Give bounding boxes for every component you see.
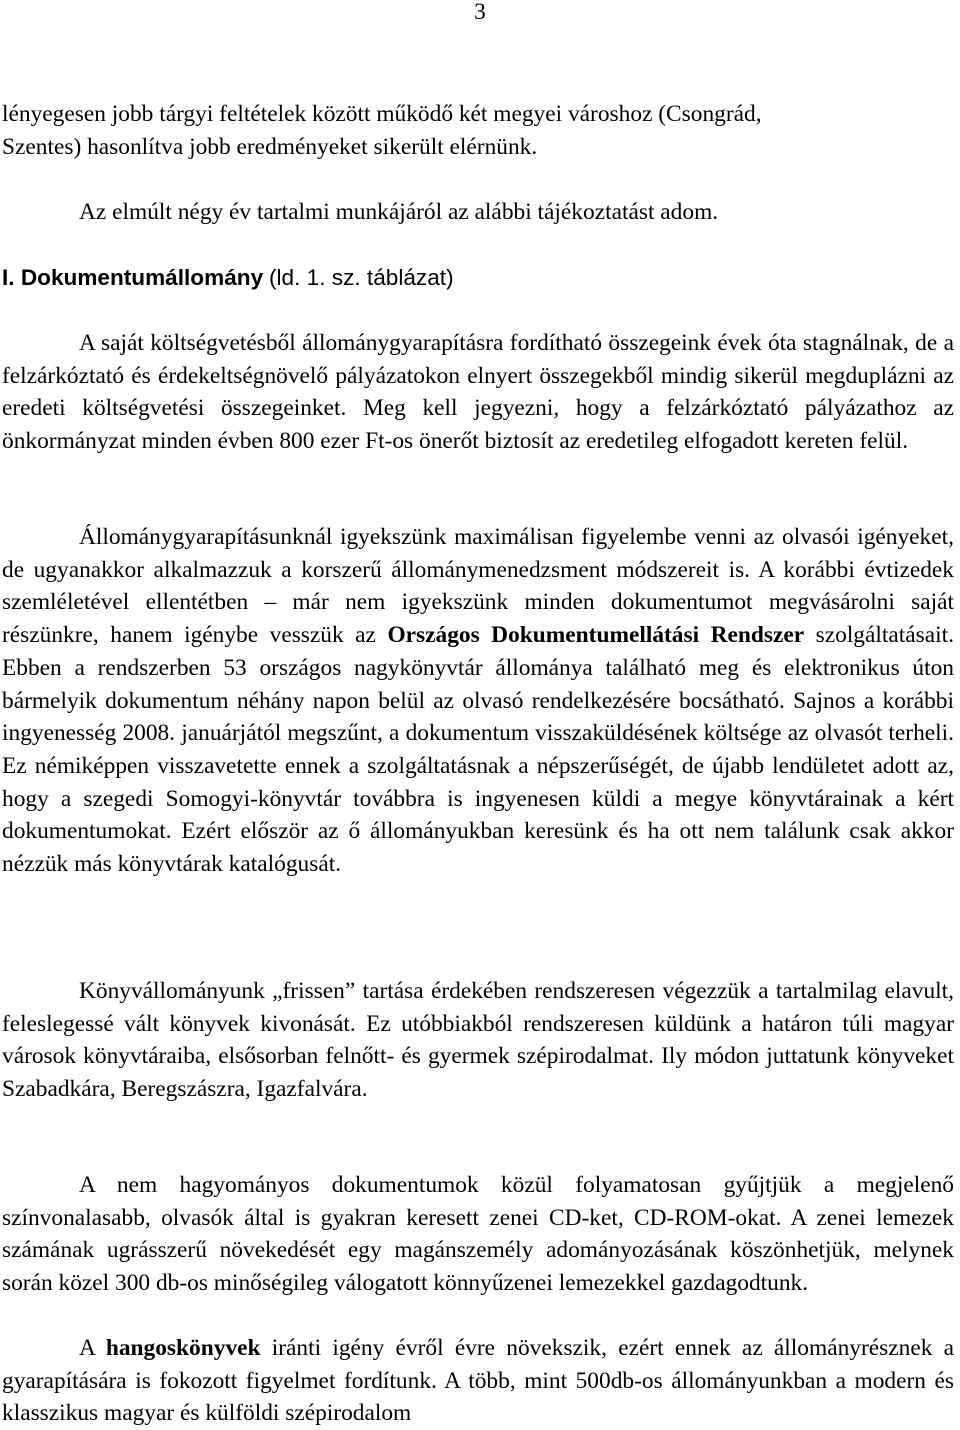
intro-statement	[2, 196, 954, 229]
paragraph-acquisition-part-a: Állománygyarapításunknál igyekszünk maximálisan figyelembe venni az olvasói igényeket, de ugyanakkor alkalmazzuk a korszerű állománymenedzsment módszereit is. A korábbi évtizedek szemléletével ellentétben – már nem igyekszünk minden dokumentumot megvásárolni saját részünkre, hanem igénybe vesszük az	[2, 524, 954, 649]
page-number: 3	[474, 0, 486, 25]
paragraph-audiobooks-part-a: A	[79, 1335, 106, 1361]
section-title: I. Dokumentumállomány	[2, 265, 264, 290]
paragraph-acquisition	[2, 521, 954, 881]
section-heading	[2, 262, 954, 295]
paragraph-weeding-text: Könyvállományunk „frissen” tartása érdekében rendszeresen végezzük a tartalmilag elavult, feleslegessé vált könyvek kivonását. Ez utóbbiakból rendszeresen küldünk a határon túli magyar városok könyvtáraiba, elsősorban felnőtt- és gyermek szépirodalmat. Ily módon juttatunk könyveket Szabadkára, Beregszászra, Igazfalvára.	[2, 978, 954, 1103]
paragraph-audiobooks-part-b: iránti igény évről évre növekszik, ezért ennek az állományrésznek a gyarapítására is fokozott figyelmet fordítunk. A több, mint 500db-os állományunkban a modern és klasszikus magyar és külföldi szépirodalom	[2, 1335, 954, 1427]
paragraph-nonbook-text: A nem hagyományos dokumentumok közül folyamatosan gyűjtjük a megjelenő színvonalasabb, olvasók által is gyakran keresett zenei CD-ket, CD-ROM-okat. A zenei lemezek számának ugrásszerű növekedését egy magánszemély adományozásának köszönhetjük, melynek során közel 300 db-os minőségileg válogatott könnyűzenei lemezekkel gazdagodtunk.	[2, 1172, 954, 1297]
paragraph-audiobooks	[2, 1332, 954, 1430]
paragraph-acquisition-text	[2, 521, 954, 881]
audiobooks-term: hangoskönyvek	[105, 1335, 261, 1361]
section-table-ref: (ld. 1. sz. táblázat)	[269, 265, 454, 290]
paragraph-acquisition-part-b: szolgáltatásait. Ebben a rendszerben 53 országos nagykönyvtár állománya található meg és elektronikus úton bármelyik dokumentum néhány napon belül az olvasó rendelkezésére bocsátható. Sajnos a korábbi ingyenesség 2008. januárjától megszűnt, a dokumentum visszaküldésének költsége az olvasót terheli. Ez némiképpen visszavetette ennek a szolgáltatásnak a népszerűségét, de újabb lendületet adott az, hogy a szegedi Somogyi-könyvtár továbbra is ingyenesen küldi a megye könyvtárainak a kért dokumentumokat. Ezért először az ő állományukban keresünk és ha ott nem találunk csak akkor nézzük más könyvtárak katalógusát.	[2, 622, 954, 878]
odr-name: Országos Dokumentumellátási Rendszer	[387, 622, 805, 649]
paragraph-budget	[2, 327, 954, 458]
paragraph-nonbook	[2, 1169, 954, 1300]
paragraph-budget-text: A saját költségvetésből állománygyarapításra fordítható összegeink évek óta stagnálnak, de a felzárkóztató és érdekeltségnövelő pályázatokon elnyert összegekből mindig sikerül megduplázni az eredeti költségvetési összegeinket. Meg kell jegyezni, hogy a felzárkóztató pályázathoz az önkormányzat minden évben 800 ezer Ft-os önerőt biztosít az eredetileg elfogadott kereten felül.	[2, 330, 954, 455]
intro-line-2: Szentes) hasonlítva jobb eredményeket sikerült elérnünk.	[2, 133, 538, 160]
intro-paragraph	[2, 98, 954, 163]
intro-line-1: lényegesen jobb tárgyi feltételek között működő két megyei városhoz (Csongrád,	[2, 101, 762, 127]
paragraph-weeding	[2, 975, 954, 1106]
paragraph-audiobooks-text	[2, 1332, 954, 1430]
intro-line-3: Az elmúlt négy év tartalmi munkájáról az alábbi tájékoztatást adom.	[79, 199, 719, 225]
